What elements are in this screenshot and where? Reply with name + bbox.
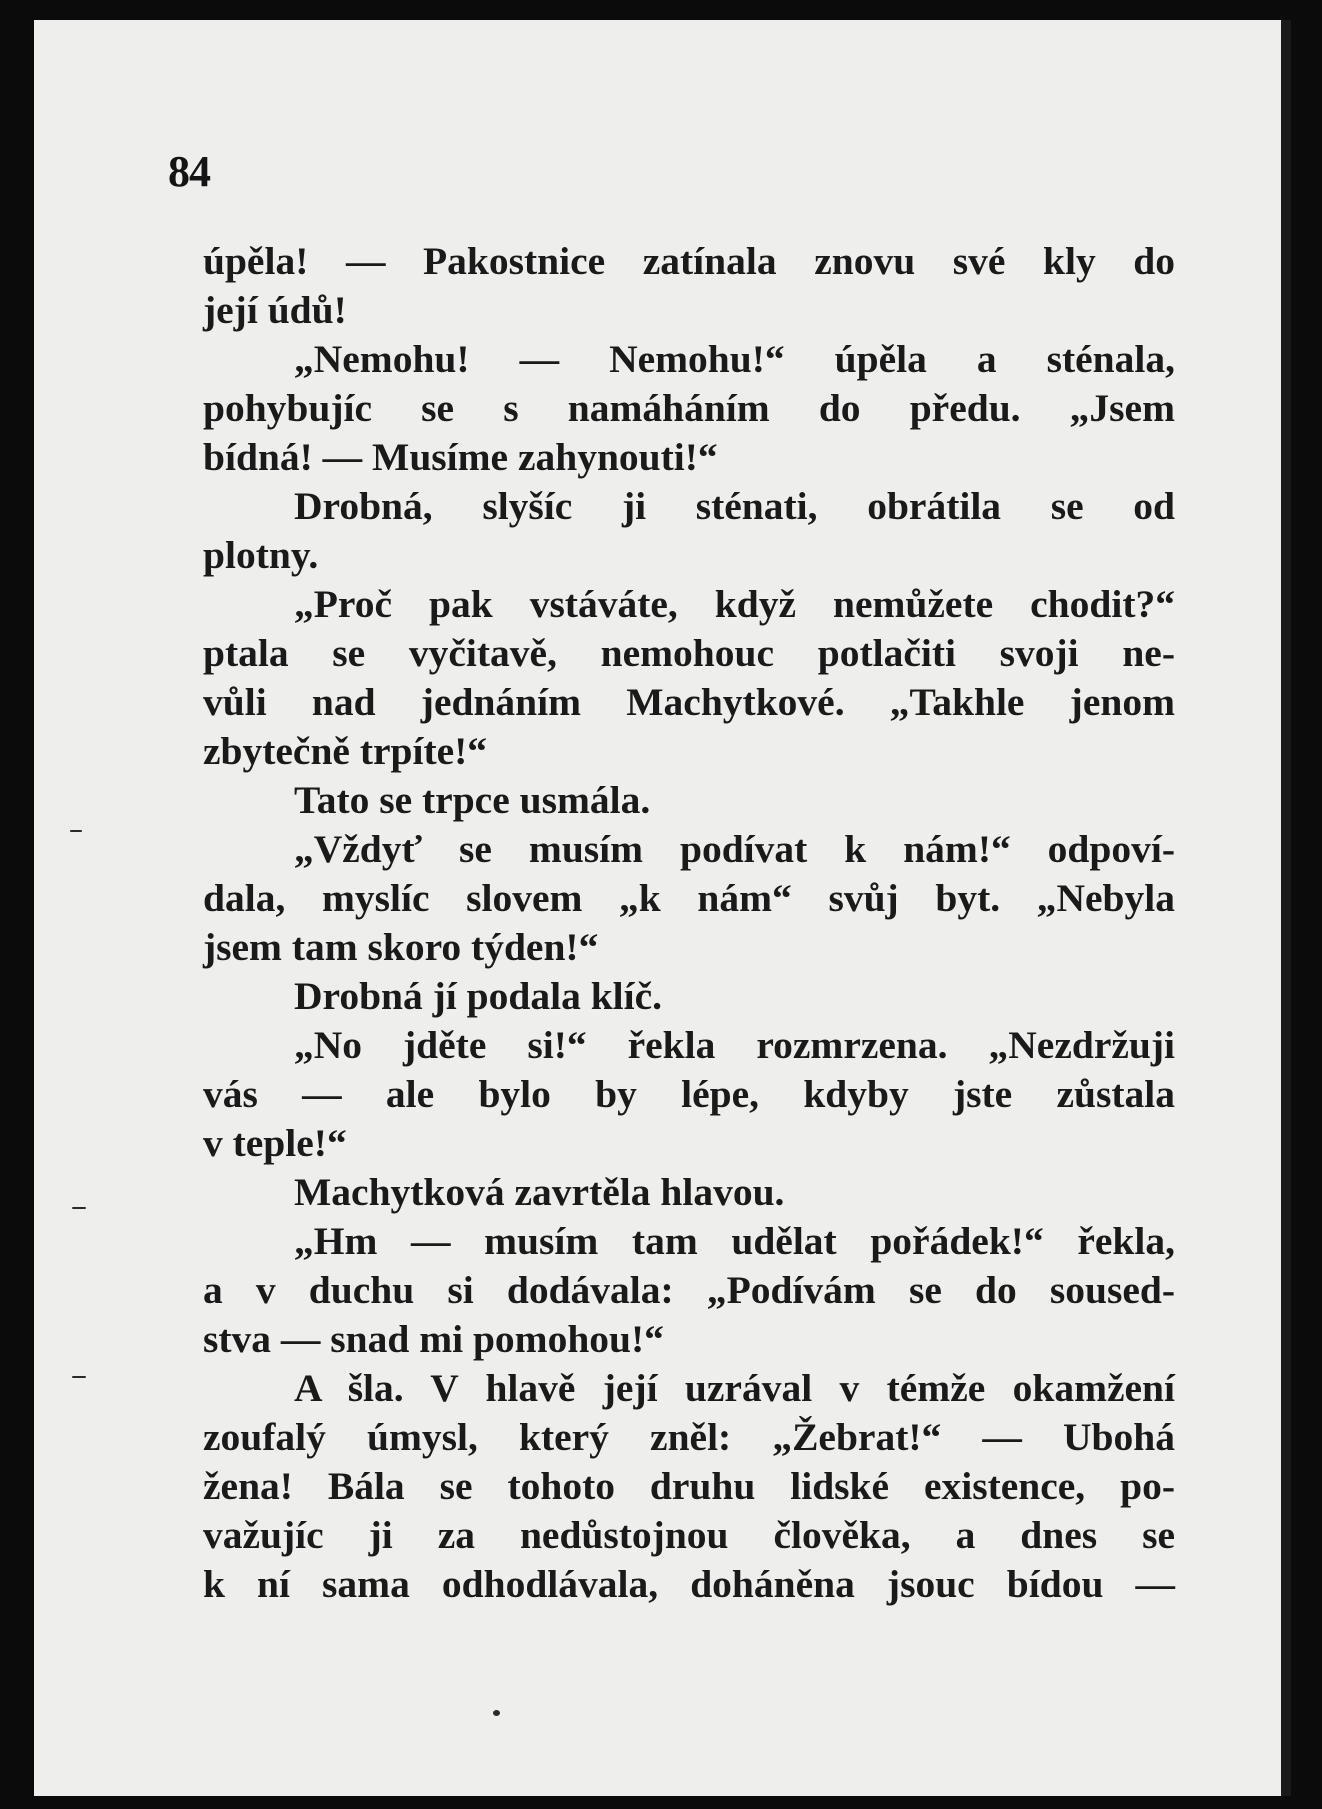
text-line: jsem tam skoro týden!“ [203,925,599,969]
text-line: Drobná jí podala klíč. [294,974,663,1018]
text-line: stva — snad mi pomohou!“ [203,1317,664,1361]
ink-speck [72,1376,86,1378]
text-line: važujíc ji za nedůstojnou člověka, a dnes se [203,1513,1175,1557]
text-line: vás — ale bylo by lépe, kdyby jste zůstala [203,1072,1175,1116]
page-edge-shadow [1281,20,1291,1796]
ink-speck [493,1710,500,1716]
text-line: bídná! — Musíme zahynouti!“ [203,435,718,479]
ink-speck [70,830,82,832]
text-line: A šla. V hlavě její uzrával v témže okamžení [294,1366,1175,1410]
text-line: „No jděte si!“ řekla rozmrzena. „Nezdržuji [294,1023,1175,1067]
text-line: „Proč pak vstáváte, když nemůžete chodit?“ [294,582,1175,626]
body-text [203,237,1175,1609]
text-line: „Nemohu! — Nemohu!“ úpěla a sténala, [294,337,1175,381]
text-line: a v duchu si dodávala: „Podívám se do soused- [203,1268,1175,1312]
text-line: „Hm — musím tam udělat pořádek!“ řekla, [294,1219,1175,1263]
text-line: zbytečně trpíte!“ [203,729,488,773]
text-line: k ní sama odhodlávala, doháněna jsouc bídou — [203,1562,1175,1606]
page-number: 84 [168,147,210,196]
text-line: dala, myslíc slovem „k nám“ svůj byt. „Nebyla [203,876,1175,920]
text-line: žena! Bála se tohoto druhu lidské existence, po- [203,1464,1175,1508]
text-line: „Vždyť se musím podívat k nám!“ odpoví- [294,827,1175,871]
text-line: úpěla! — Pakostnice zatínala znovu své kly do [203,239,1175,283]
text-line: plotny. [203,533,319,577]
text-line: zoufalý úmysl, který zněl: „Žebrat!“ — Ubohá [203,1415,1175,1459]
text-line: její údů! [203,288,347,332]
text-line: pohybujíc se s namáháním do předu. „Jsem [203,386,1175,430]
ink-speck [72,1207,86,1209]
text-line: ptala se vyčitavě, nemohouc potlačiti svoji ne- [203,631,1175,675]
text-line: v teple!“ [203,1121,347,1165]
text-line: Machytková zavrtěla hlavou. [294,1170,785,1214]
text-line: Drobná, slyšíc ji sténati, obrátila se od [294,484,1175,528]
text-line: Tato se trpce usmála. [294,778,651,822]
text-line: vůli nad jednáním Machytkové. „Takhle jenom [203,680,1175,724]
